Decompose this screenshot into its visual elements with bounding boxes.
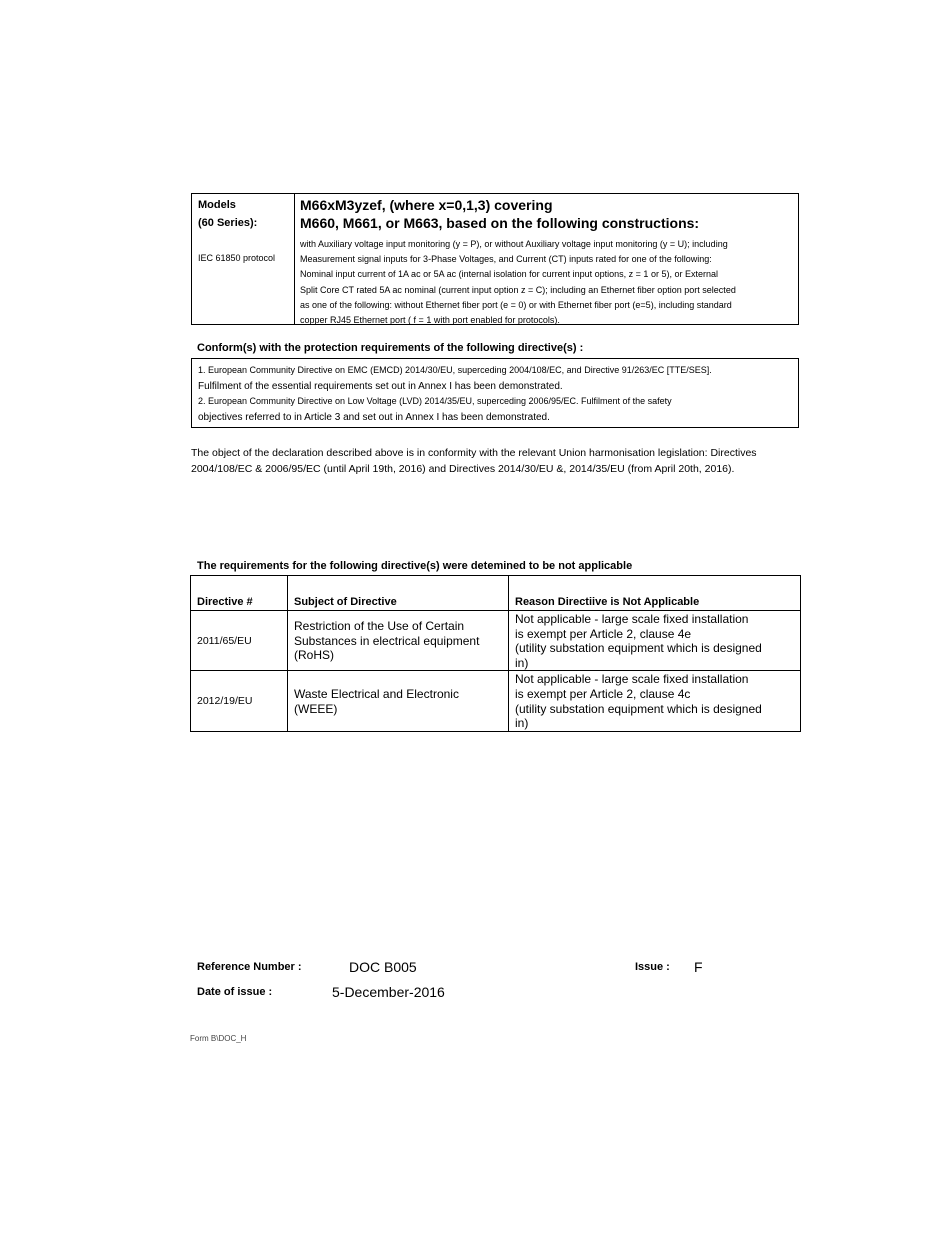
declaration-line: 2004/108/EC & 2006/95/EC (until April 19th, 2016) and Directives 2014/30/EU &, 2014/35/EU (from April 20th, 2016). xyxy=(191,463,735,475)
table-row xyxy=(191,671,801,731)
reason-line: is exempt per Article 2, clause 4c xyxy=(515,686,691,701)
subject-line: (RoHS) xyxy=(294,648,335,663)
column-divider xyxy=(294,194,295,324)
table-row xyxy=(191,611,801,671)
conformity-title: Conform(s) with the protection requirements of the following directive(s) : xyxy=(197,342,584,354)
header-directive: Directive # xyxy=(191,576,288,611)
declaration-line: The object of the declaration described above is in conformity with the relevant Union harmonisation legislation: Directives xyxy=(191,447,757,459)
subject-line: Restriction of the Use of Certain xyxy=(294,619,465,634)
table-header-row xyxy=(191,576,801,611)
conformity-line: objectives referred to in Article 3 and set out in Annex I has been demonstrated. xyxy=(198,411,550,423)
directive-number: 2012/19/EU xyxy=(191,671,288,731)
declaration-paragraph xyxy=(191,445,803,477)
subject-line: (WEEE) xyxy=(294,701,338,716)
not-applicable-table xyxy=(190,575,801,732)
description-line: Measurement signal inputs for 3-Phase Voltages, and Current (CT) inputs rated for one of the following: xyxy=(300,254,712,265)
directive-number: 2011/65/EU xyxy=(191,611,288,671)
reason-line: Not applicable - large scale fixed installation xyxy=(515,672,749,687)
conformity-box xyxy=(191,358,799,428)
directive-reason xyxy=(509,671,801,731)
date-of-issue-label: Date of issue : xyxy=(197,986,273,998)
directive-subject xyxy=(288,671,509,731)
description-line: as one of the following: without Ethernet fiber port (e = 0) or with Ethernet fiber port (e=5), including standard xyxy=(300,299,732,310)
reference-number-value: DOC B005 xyxy=(349,959,417,975)
subject-line: Substances in electrical equipment xyxy=(294,633,480,648)
conformity-line: Fulfilment of the essential requirements set out in Annex I has been demonstrated. xyxy=(198,380,563,392)
conformity-line: 1. European Community Directive on EMC (EMCD) 2014/30/EU, superceding 2004/108/EC, and Directive 91/263/EC [TTE/SES]. xyxy=(198,365,712,375)
reason-line: in) xyxy=(515,655,529,670)
models-label: Models xyxy=(198,199,236,211)
form-code: Form B\DOC_H xyxy=(190,1034,247,1043)
models-table xyxy=(191,193,799,325)
subject-line: Waste Electrical and Electronic xyxy=(294,686,459,701)
issue-label: Issue : xyxy=(635,961,670,973)
conformity-line: 2. European Community Directive on Low Voltage (LVD) 2014/35/EU, superceding 2006/95/EC. Fulfilment of the safety xyxy=(198,396,672,406)
models-description xyxy=(300,237,794,328)
directive-subject xyxy=(288,611,509,671)
reason-line: Not applicable - large scale fixed installation xyxy=(515,612,749,626)
description-line: with Auxiliary voltage input monitoring (y = P), or without Auxiliary voltage input monitoring (y = U); including xyxy=(300,239,728,249)
directive-reason xyxy=(509,611,801,671)
reason-line: in) xyxy=(515,716,529,731)
reference-number-label: Reference Number : xyxy=(197,961,302,973)
not-applicable-title: The requirements for the following directive(s) were detemined to be not applicable xyxy=(197,560,633,572)
reason-line: (utility substation equipment which is designed xyxy=(515,701,762,716)
series-label: (60 Series): xyxy=(198,217,258,229)
date-of-issue-value: 5-December-2016 xyxy=(332,984,445,1000)
header-reason: Reason Directiive is Not Applicable xyxy=(509,576,801,611)
models-heading-line2: M660, M661, or M663, based on the following constructions: xyxy=(300,215,700,231)
description-line: Split Core CT rated 5A ac nominal (current input option z = C); including an Ethernet fiber option port selected xyxy=(300,284,736,295)
reason-line: is exempt per Article 2, clause 4e xyxy=(515,626,692,641)
issue-value: F xyxy=(694,959,703,975)
header-subject: Subject of Directive xyxy=(288,576,509,611)
description-line: Nominal input current of 1A ac or 5A ac (internal isolation for current input options, z = 1 or 5), or External xyxy=(300,269,718,280)
description-line: copper RJ45 Ethernet port ( f = 1 with port enabled for protocols). xyxy=(300,315,560,326)
models-heading-line1: M66xM3yzef, (where x=0,1,3) covering xyxy=(300,197,553,213)
protocol-label: IEC 61850 protocol xyxy=(198,253,276,263)
reason-line: (utility substation equipment which is designed xyxy=(515,641,762,656)
